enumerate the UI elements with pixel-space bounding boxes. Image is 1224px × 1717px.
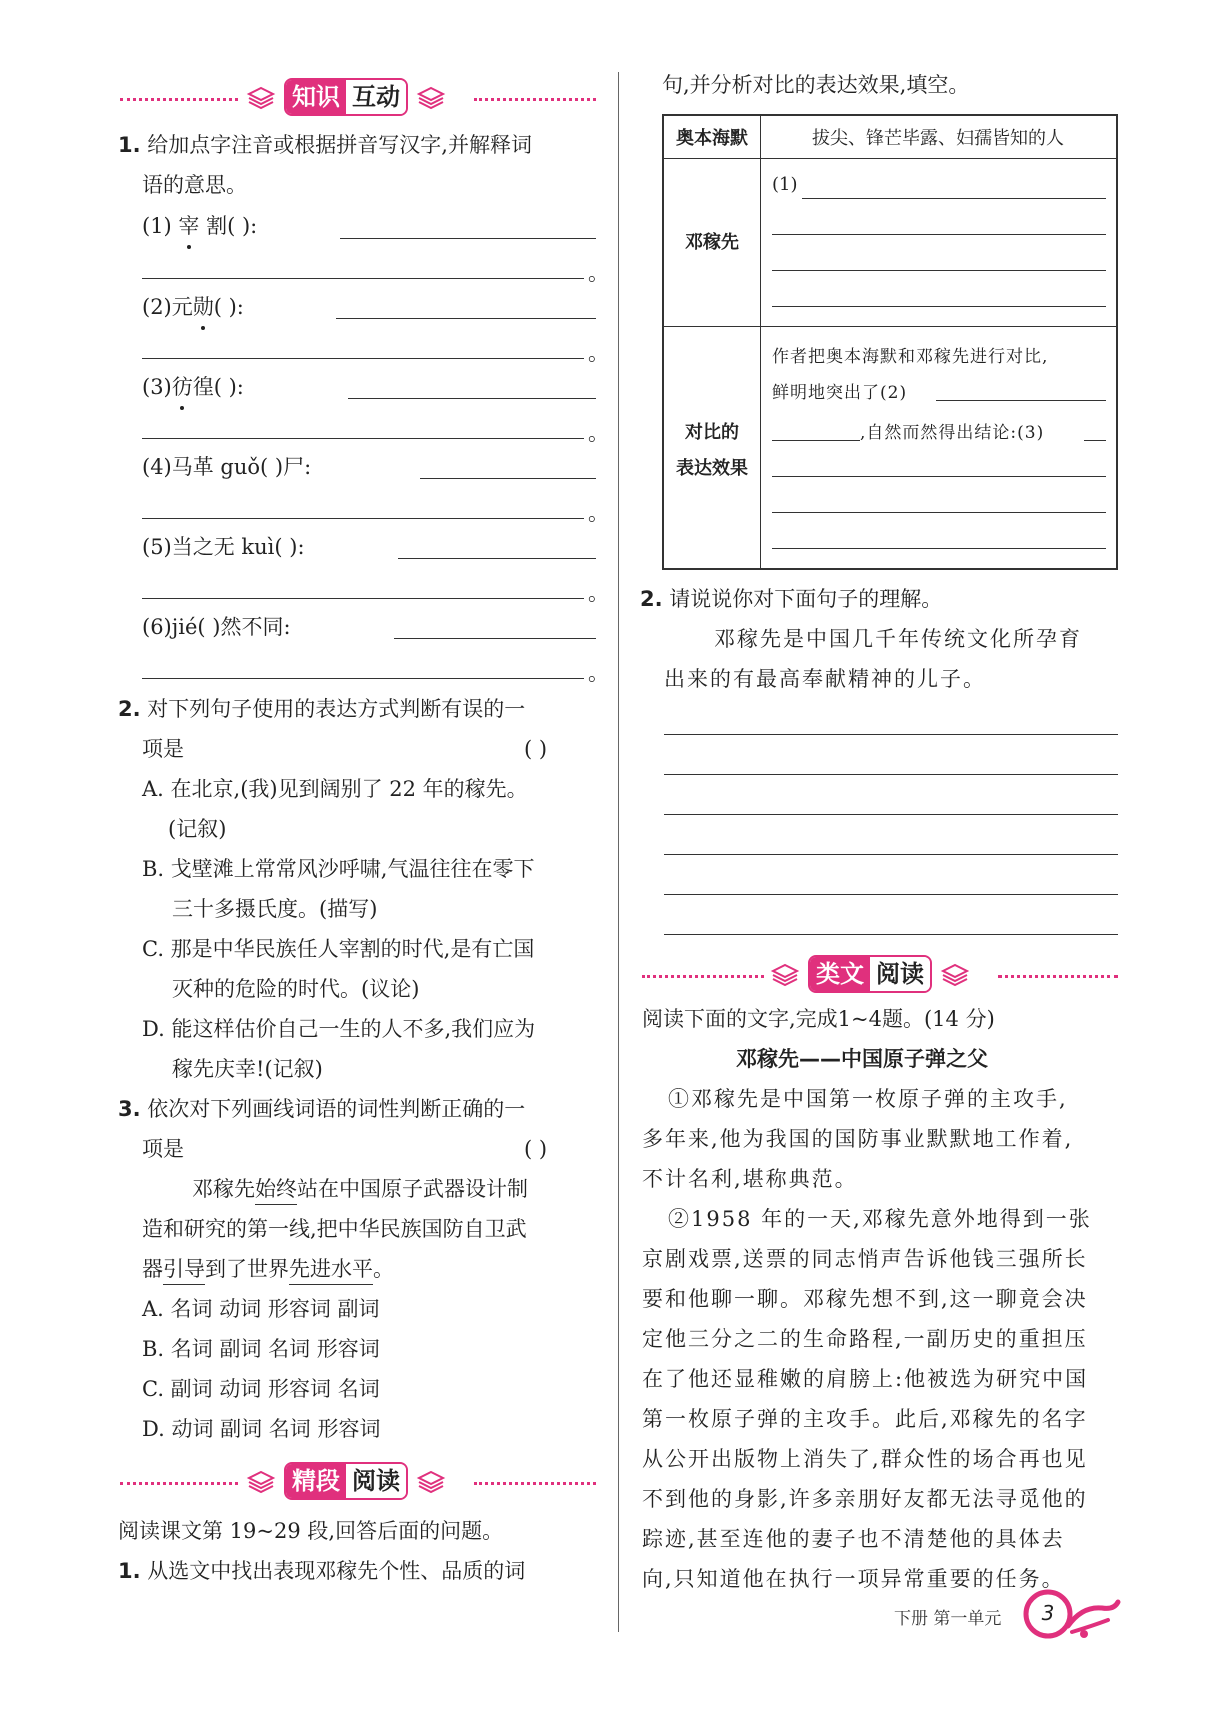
period: 。 (588, 581, 609, 605)
page-number: 3 (1041, 1601, 1055, 1625)
q1-item-2: (2)元勋( ): (142, 292, 244, 322)
q2-option-d-cont: 稼先庆幸!(记叙) (172, 1057, 323, 1081)
section-divider (120, 1482, 238, 1485)
section-title-white: 互动 (346, 80, 406, 114)
answer-line[interactable] (772, 270, 1106, 271)
table-row3-line-3: ,自然而然得出结论:(3) (860, 423, 1045, 443)
article-line: 在了他还显稚嫩的肩膀上:他被选为研究中国 (642, 1367, 1089, 1391)
answer-line[interactable] (336, 318, 596, 319)
q3-option-d: D. 动词 副词 名词 形容词 (142, 1417, 381, 1441)
article-title: 邓稼先——中国原子弹之父 (736, 1047, 988, 1071)
article-line: ②1958 年的一天,邓稼先意外地得到一张 (668, 1207, 1092, 1231)
period: 。 (588, 421, 609, 445)
answer-line[interactable] (664, 894, 1118, 895)
q3-passage-line-1: 邓稼先始终站在中国原子武器设计制 (192, 1174, 528, 1205)
table-row2-blank-label: (1) (772, 174, 798, 195)
answer-line[interactable] (348, 398, 596, 399)
q1-item-6: (6)jié( )然不同: (142, 615, 291, 639)
article-line: 定他三分之二的生命路程,一副历史的重担压 (642, 1327, 1088, 1351)
layers-icon (246, 82, 276, 112)
answer-line[interactable] (142, 518, 584, 519)
question-2-line-2: 项是 (142, 737, 184, 761)
question-3-line-1: 3. 依次对下列画线词语的词性判断正确的一 (118, 1097, 526, 1121)
answer-line[interactable] (772, 512, 1106, 513)
table-row1-head: 奥本海默 (676, 128, 748, 149)
answer-line[interactable] (142, 278, 584, 279)
layers-icon (770, 959, 800, 989)
q2-option-b-cont: 三十多摄氏度。(描写) (172, 897, 378, 921)
answer-line[interactable] (142, 438, 584, 439)
q2-option-d: D. 能这样估价自己一生的人不多,我们应为 (142, 1017, 536, 1041)
question-2-line-1: 2. 对下列句子使用的表达方式判断有误的一 (118, 697, 526, 721)
answer-line[interactable] (398, 558, 596, 559)
period: 。 (588, 261, 609, 285)
section-title (808, 955, 932, 993)
article-line: 不到他的身影,许多亲朋好友都无法寻觅他的 (642, 1487, 1088, 1511)
article-line: 京剧戏票,送票的同志悄声告诉他钱三强所长 (642, 1247, 1088, 1271)
section-banner-knowledge (246, 78, 446, 116)
question-3-line-2: 项是 (142, 1137, 184, 1161)
q3-option-a: A. 名词 动词 形容词 副词 (142, 1297, 380, 1321)
answer-line[interactable] (1084, 440, 1106, 441)
article-line: 多年来,他为我国的国防事业默默地工作着, (642, 1127, 1074, 1151)
q2-option-b: B. 戈壁滩上常常风沙呼啸,气温往往在零下 (142, 857, 535, 881)
article-line: 不计名利,堪称典范。 (642, 1167, 858, 1191)
q2-option-c: C. 那是中华民族任人宰割的时代,是有亡国 (142, 937, 535, 961)
q1-item-4: (4)马革 guǒ( )尸: (142, 455, 312, 479)
layers-icon (416, 1466, 446, 1496)
period: 。 (588, 501, 609, 525)
article-line: ①邓稼先是中国第一枚原子弹的主攻手, (668, 1087, 1068, 1111)
answer-line[interactable] (142, 598, 584, 599)
answer-line[interactable] (394, 638, 596, 639)
excerpt-question-1: 1. 从选文中找出表现邓稼先个性、品质的词 (118, 1559, 526, 1583)
footer-text: 下册 第一单元 (894, 1609, 1002, 1629)
answer-line[interactable] (664, 854, 1118, 855)
quote-line-1: 邓稼先是中国几千年传统文化所孕育 (714, 627, 1082, 651)
quote-line-2: 出来的有最高奉献精神的儿子。 (664, 667, 986, 691)
section-title-pink: 精段 (286, 1464, 346, 1498)
excerpt-intro: 阅读课文第 19~29 段,回答后面的问题。 (118, 1519, 504, 1543)
right-top-line: 句,并分析对比的表达效果,填空。 (662, 73, 970, 97)
period: 。 (588, 341, 609, 365)
q1-item-5: (5)当之无 kuì( ): (142, 535, 305, 559)
q3-passage-line-2: 造和研究的第一线,把中华民族国防自卫武 (142, 1217, 527, 1241)
answer-line[interactable] (772, 440, 860, 441)
section-title (284, 1462, 408, 1500)
table-row1-body: 拔尖、锋芒毕露、妇孺皆知的人 (812, 128, 1064, 149)
article-line: 向,只知道他在执行一项异常重要的任务。 (642, 1567, 1065, 1591)
article-line: 从公开出版物上消失了,群众性的场合再也见 (642, 1447, 1088, 1471)
page-number-badge (1022, 1586, 1122, 1646)
section-title-white: 阅读 (870, 957, 930, 991)
layers-icon (416, 82, 446, 112)
q2-option-a: A. 在北京,(我)见到阔别了 22 年的稼先。 (142, 777, 528, 801)
answer-line[interactable] (772, 306, 1106, 307)
answer-line[interactable] (772, 548, 1106, 549)
answer-line[interactable] (420, 478, 596, 479)
column-divider (618, 72, 619, 1632)
answer-line[interactable] (340, 238, 596, 239)
q1-item-1: (1) 宰 割( ): (142, 211, 257, 241)
layers-icon (940, 959, 970, 989)
article-line: 踪迹,甚至连他的妻子也不清楚他的具体去 (642, 1527, 1065, 1551)
section-title-pink: 知识 (286, 80, 346, 114)
table-row3-head-2: 表达效果 (676, 458, 748, 479)
answer-line[interactable] (664, 774, 1118, 775)
section-title-pink: 类文 (810, 957, 870, 991)
section-banner-similar (770, 955, 970, 993)
table-row3-line-2: 鲜明地突出了(2) (772, 383, 908, 403)
right-question-2: 2. 请说说你对下面句子的理解。 (640, 587, 943, 611)
period: 。 (588, 661, 609, 685)
answer-line[interactable] (142, 358, 584, 359)
q3-passage-line-3: 器引导到了世界先进水平。 (142, 1254, 394, 1285)
question-1-line-2: 语的意思。 (142, 173, 247, 197)
q1-item-3: (3)彷徨( ): (142, 372, 244, 402)
question-1-line-1: 1. 给加点字注音或根据拼音写汉字,并解释词 (118, 133, 532, 157)
layers-icon (246, 1466, 276, 1496)
table-row3-line-1: 作者把奥本海默和邓稼先进行对比, (772, 347, 1049, 367)
q3-option-b: B. 名词 副词 名词 形容词 (142, 1337, 380, 1361)
section-title (284, 78, 408, 116)
q2-option-c-cont: 灭种的危险的时代。(议论) (172, 977, 420, 1001)
answer-line[interactable] (664, 814, 1118, 815)
section-divider (474, 1482, 596, 1485)
comparison-table (662, 114, 1118, 570)
section-divider (642, 975, 764, 978)
section-banner-excerpt (246, 1462, 446, 1500)
answer-line[interactable] (772, 234, 1106, 235)
section-divider (474, 98, 596, 101)
article-line: 要和他聊一聊。邓稼先想不到,这一聊竟会决 (642, 1287, 1088, 1311)
q3-option-c: C. 副词 动词 形容词 名词 (142, 1377, 380, 1401)
section-divider (998, 975, 1118, 978)
answer-paren[interactable]: ( ) (524, 1137, 548, 1161)
answer-line[interactable] (142, 678, 584, 679)
answer-line[interactable] (936, 400, 1106, 401)
similar-intro: 阅读下面的文字,完成1~4题。(14 分) (642, 1007, 995, 1031)
article-line: 第一枚原子弹的主攻手。此后,邓稼先的名字 (642, 1407, 1088, 1431)
answer-line[interactable] (802, 198, 1106, 199)
table-row3-head-1: 对比的 (685, 422, 739, 443)
table-row2-head: 邓稼先 (685, 232, 739, 253)
q2-option-a-tag: (记叙) (168, 817, 227, 841)
answer-line[interactable] (664, 934, 1118, 935)
section-divider (120, 98, 238, 101)
section-title-white: 阅读 (346, 1464, 406, 1498)
answer-line[interactable] (772, 476, 1106, 477)
answer-paren[interactable]: ( ) (524, 737, 548, 761)
answer-line[interactable] (664, 734, 1118, 735)
